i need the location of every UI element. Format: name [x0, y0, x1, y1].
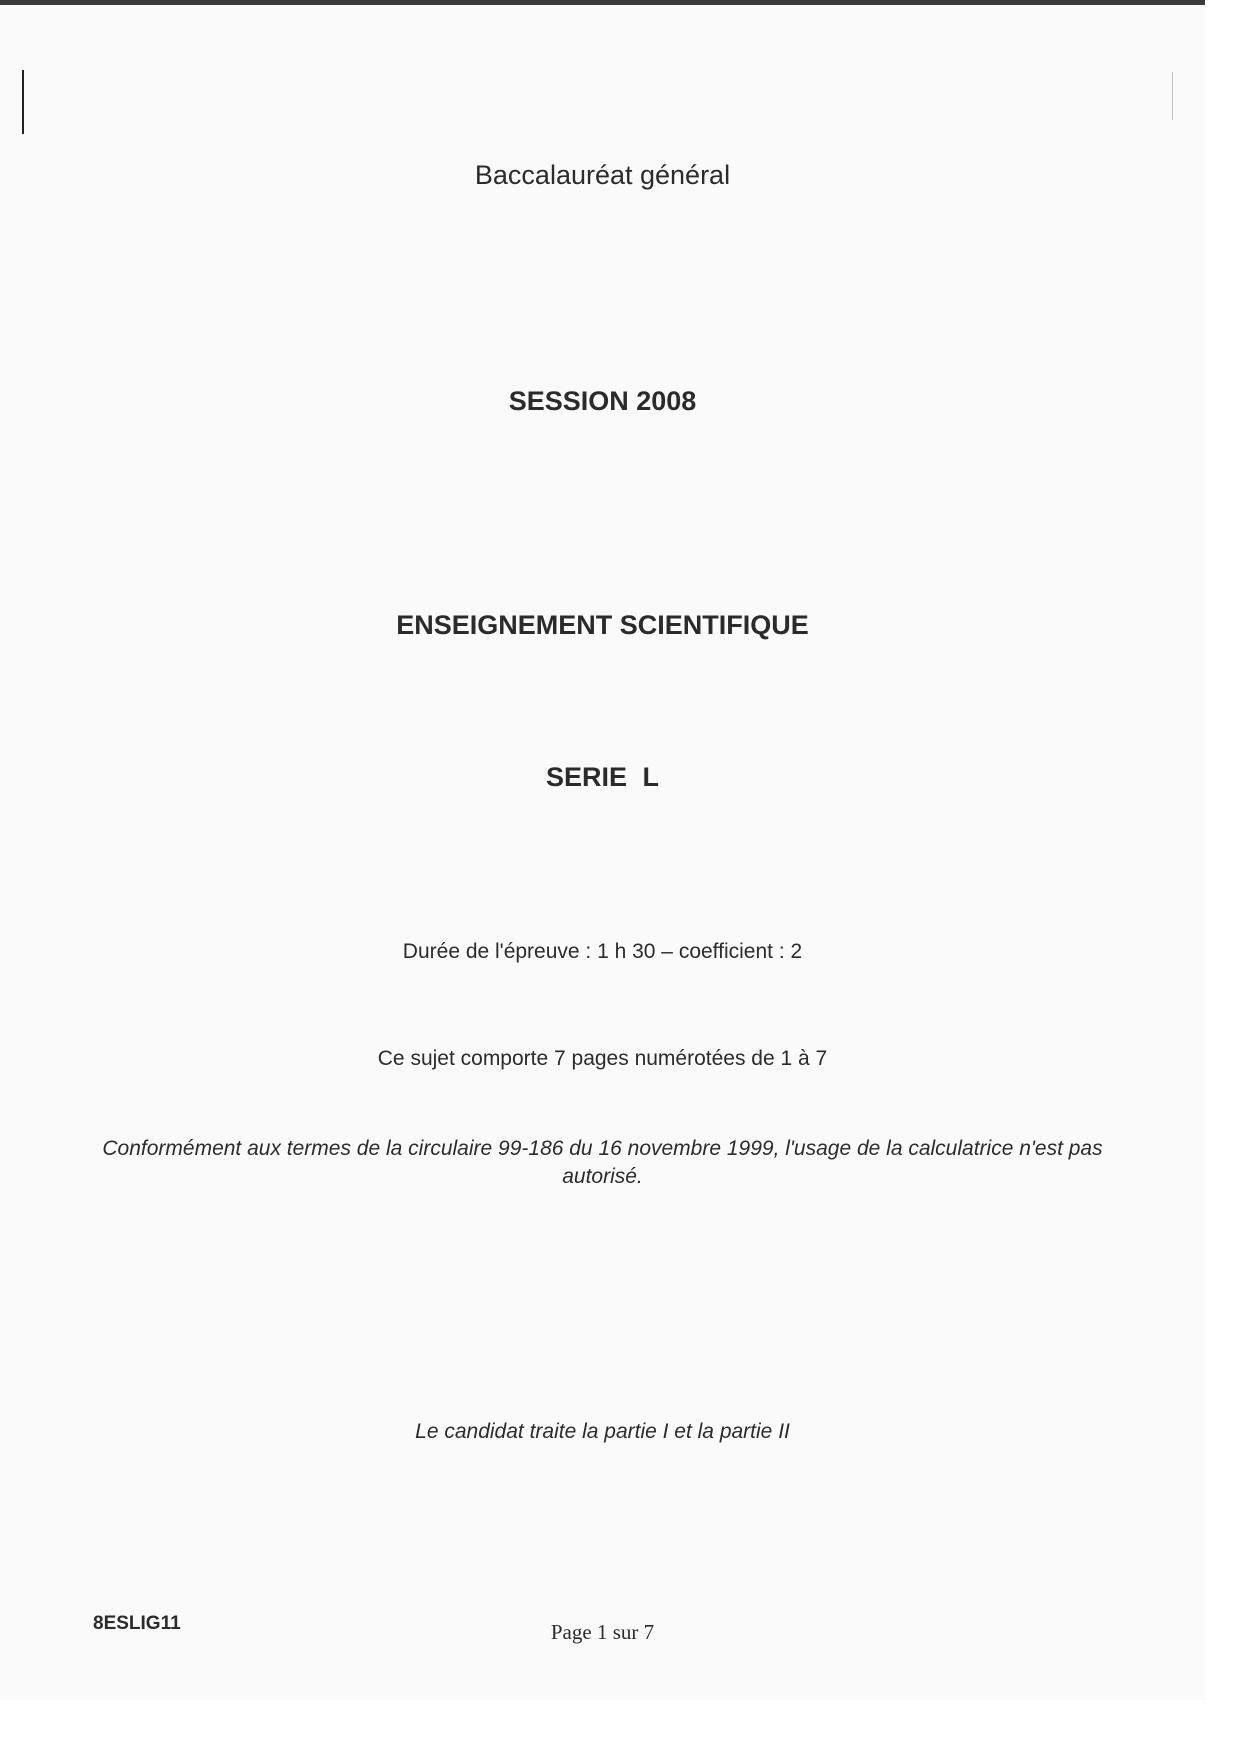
- pages-info: Ce sujet comporte 7 pages numérotées de 1 à 7: [377, 1047, 828, 1070]
- exam-heading: Baccalauréat général: [474, 160, 731, 190]
- calculator-notice: Conformément aux termes de la circulaire 99-186 du 16 novembre 1999, l'usage de la calculatrice n'est pas autorisé.: [102, 1137, 1103, 1188]
- page-number: Page 1 sur 7: [550, 1620, 655, 1644]
- margin-mark: [22, 70, 24, 134]
- margin-mark: [1172, 72, 1173, 120]
- subject-title: ENSEIGNEMENT SCIENTIFIQUE: [396, 610, 809, 640]
- scan-bottom-margin: [0, 1700, 1240, 1754]
- scan-right-margin: [1205, 0, 1240, 1754]
- candidate-instructions: Le candidat traite la partie I et la partie II: [415, 1420, 790, 1443]
- serie-title: SERIE L: [545, 762, 660, 792]
- scan-top-edge: [0, 0, 1240, 5]
- duration-info: Durée de l'épreuve : 1 h 30 – coefficient : 2: [402, 940, 803, 963]
- session-title: SESSION 2008: [508, 386, 697, 416]
- subject-code: 8ESLIG11: [93, 1613, 181, 1634]
